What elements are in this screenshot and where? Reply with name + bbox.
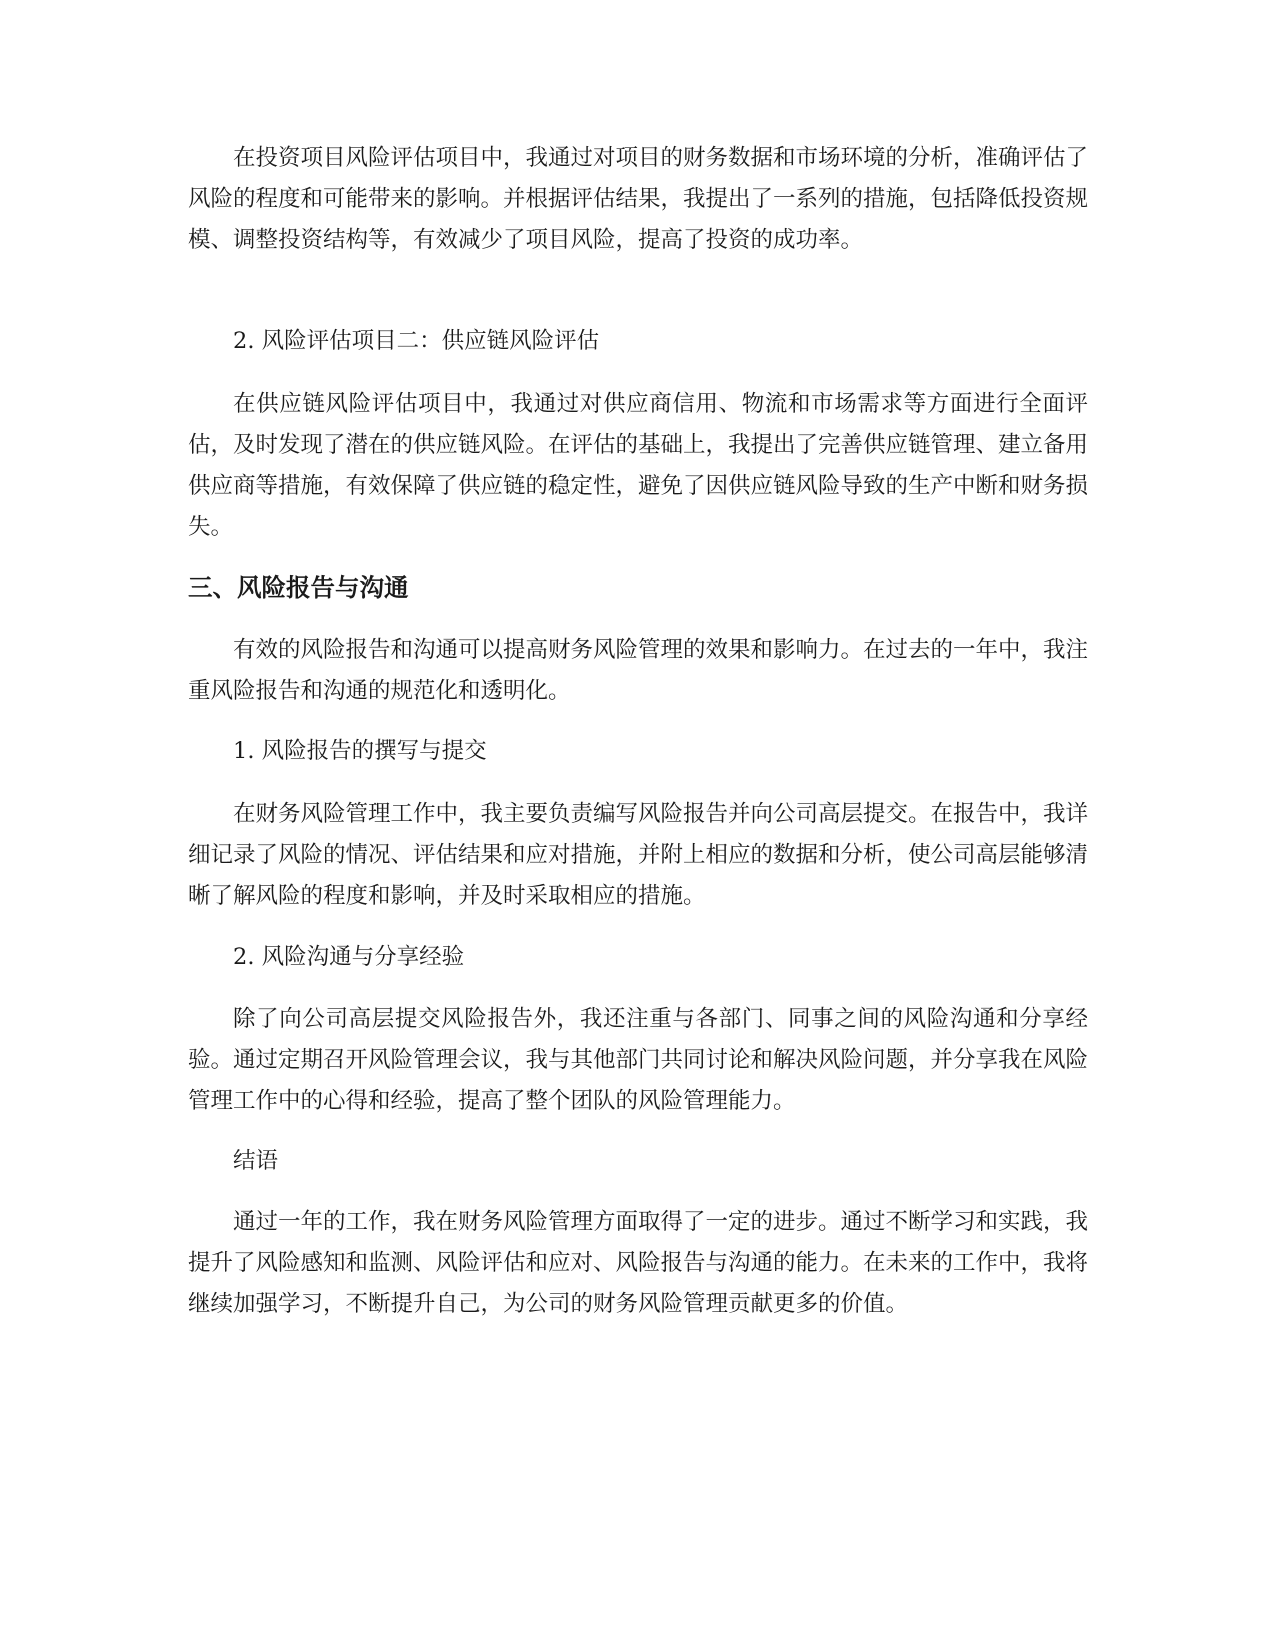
paragraph-supply-chain-risk: 在供应链风险评估项目中，我通过对供应商信用、物流和市场需求等方面进行全面评估，及时发现了潜在的供应链风险。在评估的基础上，我提出了完善供应链管理、建立备用供应商等措施，有效保障了供应链的稳定性，避免了因供应链风险导致的生产中断和财务损失。: [188, 391, 1089, 540]
paragraph-report-writing: 在财务风险管理工作中，我主要负责编写风险报告并向公司高层提交。在报告中，我详细记录了风险的情况、评估结果和应对措施，并附上相应的数据和分析，使公司高层能够清晰了解风险的程度和影响，并及时采取相应的措施。: [188, 801, 1089, 909]
paragraph-conclusion: 通过一年的工作，我在财务风险管理方面取得了一定的进步。通过不断学习和实践，我提升了风险感知和监测、风险评估和应对、风险报告与沟通的能力。在未来的工作中，我将继续加强学习，不断提升自己，为公司的财务风险管理贡献更多的价值。: [188, 1209, 1089, 1317]
paragraph-reporting-intro: 有效的风险报告和沟通可以提高财务风险管理的效果和影响力。在过去的一年中，我注重风险报告和沟通的规范化和透明化。: [188, 637, 1089, 704]
section-heading-risk-reporting: 三、风险报告与沟通: [188, 573, 409, 602]
paragraph-investment-risk: 在投资项目风险评估项目中，我通过对项目的财务数据和市场环境的分析，准确评估了风险的程度和可能带来的影响。并根据评估结果，我提出了一系列的措施，包括降低投资规模、调整投资结构等，有效减少了项目风险，提高了投资的成功率。: [188, 145, 1089, 253]
paragraph-risk-communication: 除了向公司高层提交风险报告外，我还注重与各部门、同事之间的风险沟通和分享经验。通过定期召开风险管理会议，我与其他部门共同讨论和解决风险问题，并分享我在风险管理工作中的心得和经验，提高了整个团队的风险管理能力。: [188, 1006, 1089, 1114]
conclusion-title: 结语: [233, 1148, 279, 1174]
subheading-supply-chain-assessment: 2. 风险评估项目二：供应链风险评估: [233, 328, 600, 354]
subheading-report-writing: 1. 风险报告的撰写与提交: [233, 738, 487, 764]
subheading-risk-communication: 2. 风险沟通与分享经验: [233, 944, 465, 970]
